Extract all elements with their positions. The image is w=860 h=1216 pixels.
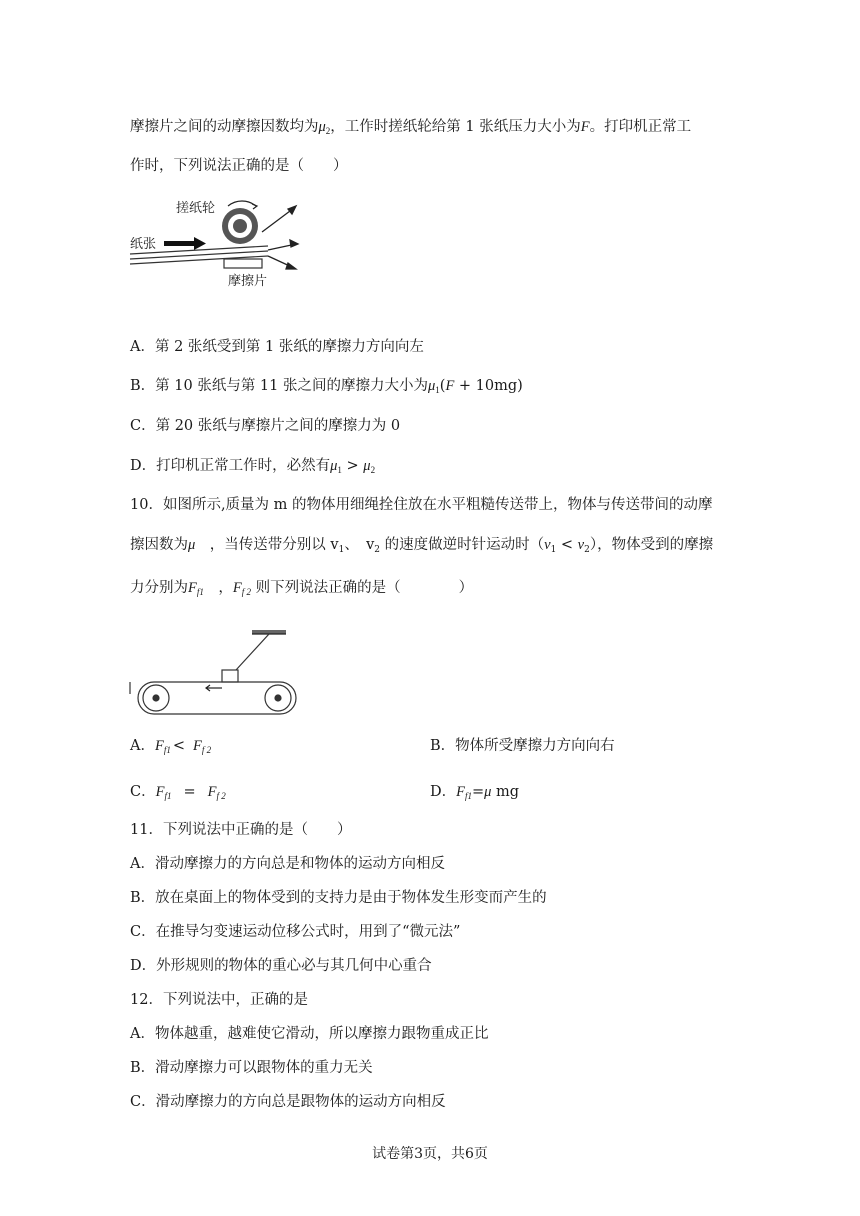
mu-symbol: $\mu_1$ (330, 458, 342, 475)
pulley-left-icon (143, 685, 169, 711)
feed-arrow-icon (164, 237, 206, 250)
q9-option-a[interactable]: A．第 2 张纸受到第 1 张纸的摩擦力方向向左 (130, 339, 424, 355)
q11-option-c[interactable]: C．在推导匀变速运动位移公式时，用到了“微元法” (130, 924, 461, 940)
belt-direction-arrow-icon (206, 685, 222, 691)
printer-roller-figure (128, 192, 318, 292)
q10-stem-line2: 擦因数为μ ，当传送带分别以 $v_1$、 $v_2$ 的速度做逆时针运动时$(v_1 < v_2)$，物体受到的摩擦 (130, 537, 714, 555)
q10-option-a[interactable]: A．$F_{f1} < F_{f 2}$ (130, 738, 212, 755)
q9-stem-line2: 作时，下列说法正确的是（ ） (130, 158, 348, 174)
q11-option-b[interactable]: B．放在桌面上的物体受到的支持力是由于物体发生形变而产生的 (130, 890, 547, 906)
q9-option-d[interactable]: D．打印机正常工作时，必然有$\mu_1 > \mu_2$ (130, 458, 376, 475)
q10-option-b[interactable]: B．物体所受摩擦力方向向右 (430, 738, 615, 754)
q9-stem-line1: 摩擦片之间的动摩擦因数均为$\mu_2$，工作时搓纸轮给第 1 张纸压力大小为F。打印机正常工 (130, 119, 692, 136)
roller-label: 搓纸轮 (176, 201, 216, 216)
q10-stem-line3: 力分别为$F_{f1}$ ，$F_{f 2}$ 则下列说法正确的是（ ） (130, 580, 474, 597)
pad-label: 摩擦片 (228, 274, 268, 289)
q10-option-c[interactable]: C．$F_{f1} = F_{f 2}$ (130, 784, 226, 801)
q9-option-c[interactable]: C．第 20 张纸与摩擦片之间的摩擦力为 0 (130, 418, 401, 434)
mu-symbol: $\mu_2$ (318, 119, 331, 136)
ceiling-mount-icon (252, 630, 286, 634)
mu-symbol: $\mu_2$ (363, 458, 376, 475)
friction-pad-icon (224, 259, 262, 268)
q12-option-c[interactable]: C．滑动摩擦力的方向总是跟物体的运动方向相反 (130, 1094, 446, 1110)
q10-option-d[interactable]: D．$F_{f1}=\mu$ mg (430, 784, 520, 801)
q12-option-b[interactable]: B．滑动摩擦力可以跟物体的重力无关 (130, 1060, 373, 1076)
conveyor-belt-figure (126, 628, 306, 720)
rope-line (236, 634, 269, 670)
mu-symbol: $\mu_1$ (428, 378, 440, 395)
q12-option-a[interactable]: A．物体越重，越难使它滑动，所以摩擦力跟物重成正比 (130, 1026, 489, 1042)
pulley-right-icon (265, 685, 291, 711)
roller-icon (222, 201, 258, 244)
q9-option-b[interactable]: B．第 10 张纸与第 11 张之间的摩擦力大小为$\mu_1(F + 10mg)$ (130, 378, 523, 395)
block-icon (222, 670, 238, 682)
mu-symbol: μ (188, 537, 196, 553)
q12-stem: 12．下列说法中，正确的是 (130, 992, 308, 1008)
q11-option-a[interactable]: A．滑动摩擦力的方向总是和物体的运动方向相反 (130, 856, 445, 872)
page-footer: 试卷第3页，共6页 (372, 1146, 488, 1162)
paper-label: 纸张 (130, 237, 157, 252)
q10-stem-line1: 10．如图所示,质量为 m 的物体用细绳拴住放在水平粗糙传送带上，物体与传送带间的动摩 (130, 497, 713, 513)
q11-option-d[interactable]: D．外形规则的物体的重心必与其几何中心重合 (130, 958, 432, 974)
q11-stem: 11．下列说法中正确的是（ ） (130, 822, 352, 838)
mu-symbol: μ (484, 784, 492, 800)
exit-arrows-icon (262, 206, 298, 269)
